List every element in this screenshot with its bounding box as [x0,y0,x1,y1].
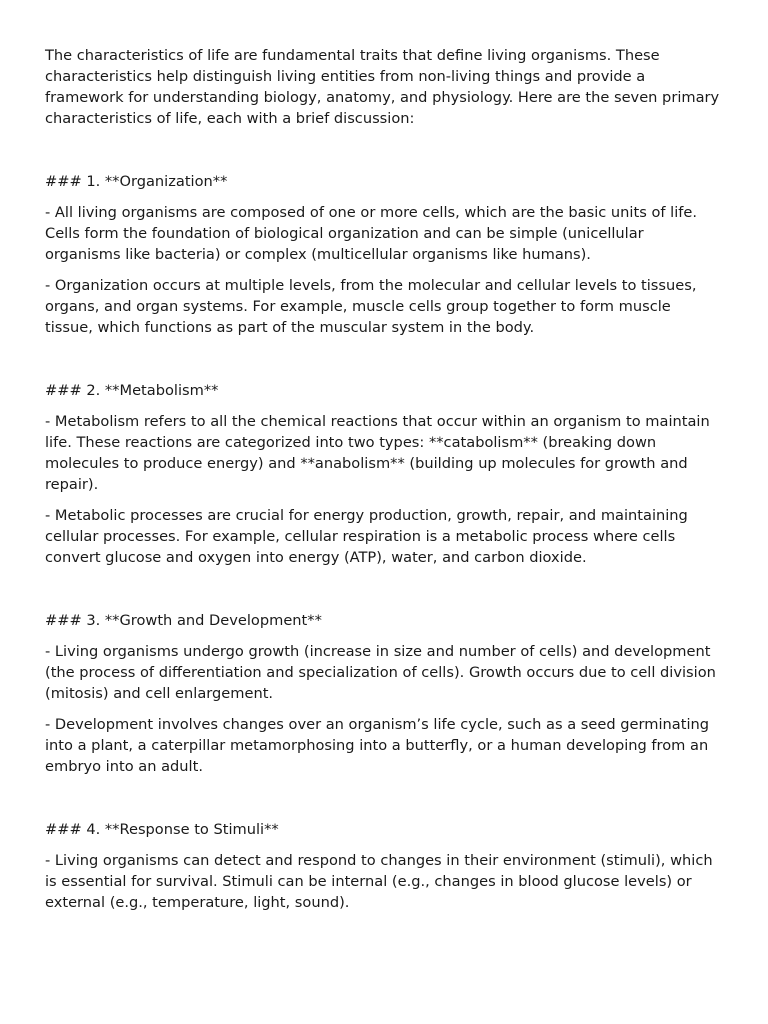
intro-paragraph: The characteristics of life are fundamental traits that define living organisms. These characteristics help distinguish living entities from non-living things and provide a framework for understanding biology, anatomy, and physiology. Here are the seven primary characteristics of life, each with a brief discussion: [45,47,720,127]
section-heading: ### 3. **Growth and Development** [45,612,322,629]
section-paragraph: - Metabolic processes are crucial for energy production, growth, repair, and maintaining cellular processes. For example, cellular respiration is a metabolic process where cells convert glucose and oxygen into energy (ATP), water, and carbon dioxide. [45,507,688,566]
section-heading: ### 2. **Metabolism** [45,382,219,399]
section-paragraph: - Metabolism refers to all the chemical reactions that occur within an organism to maintain life. These reactions are categorized into two types: **catabolism** (breaking down molecules to produce energy) and **anabolism** (building up molecules for growth and repair). [45,413,710,493]
section-heading: ### 1. **Organization** [45,173,228,190]
section-paragraph: - Living organisms can detect and respond to changes in their environment (stimuli), which is essential for survival. Stimuli can be internal (e.g., changes in blood glucose levels) or external (e.g., temperature, light, sound). [45,852,713,911]
section-paragraph: - Organization occurs at multiple levels, from the molecular and cellular levels to tissues, organs, and organ systems. For example, muscle cells group together to form muscle tissue, which functions as part of the muscular system in the body. [45,277,697,336]
section-response-to-stimuli [45,819,723,913]
section-paragraph: - All living organisms are composed of one or more cells, which are the basic units of life. Cells form the foundation of biological organization and can be simple (unicellular organisms like bacteria) or complex (multicellular organisms like humans). [45,204,698,263]
section-heading: ### 4. **Response to Stimuli** [45,821,279,838]
section-organization [45,171,723,338]
section-growth-and-development [45,610,723,777]
section-metabolism [45,380,723,568]
section-paragraph: - Development involves changes over an organism’s life cycle, such as a seed germinating into a plant, a caterpillar metamorphosing into a butterfly, or a human developing from an embryo into an adult. [45,716,710,775]
section-paragraph: - Living organisms undergo growth (increase in size and number of cells) and development (the process of differentiation and specialization of cells). Growth occurs due to cell division (mitosis) and cell enlargement. [45,643,716,702]
